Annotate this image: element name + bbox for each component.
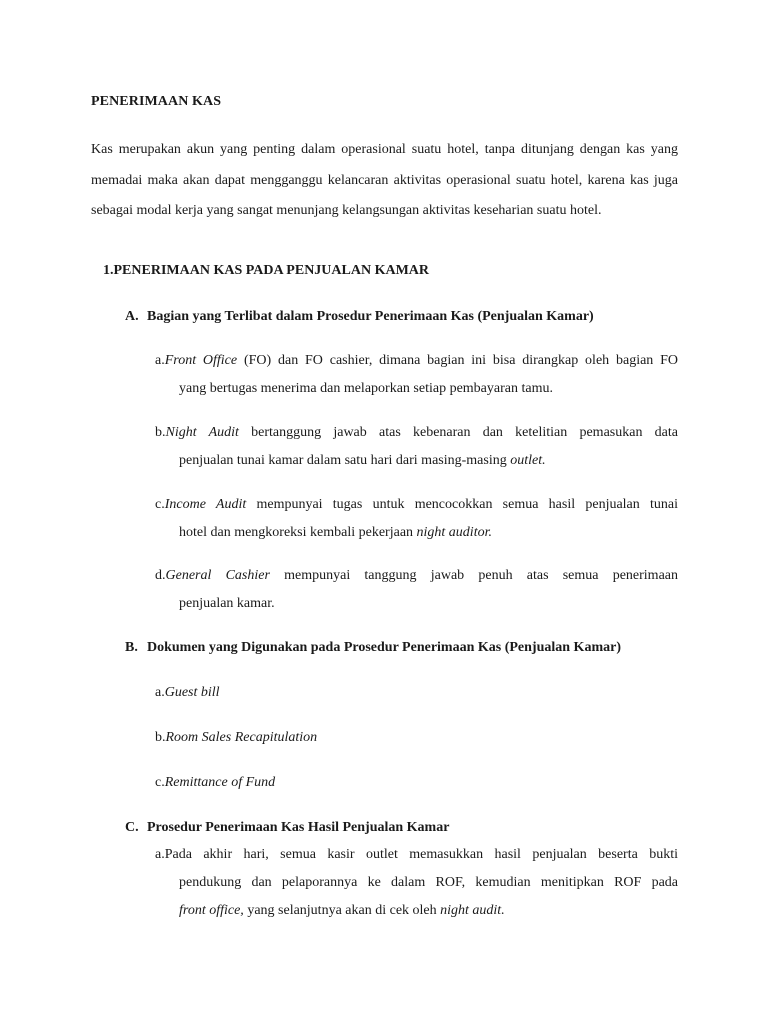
subsection-c-heading [125, 820, 449, 836]
list-item: c.Income Audit mempunyai tugas untuk mencocokkan semua hasil penjualan tunai hotel dan mengkoreksi kembali pekerjaan night auditor. [155, 497, 678, 540]
subsection-letter: A. [125, 309, 139, 324]
subsection-letter: B. [125, 640, 138, 655]
list-item: a.Pada akhir hari, semua kasir outlet memasukkan hasil penjualan beserta bukti pendukung dan pelaporannya ke dalam ROF, kemudian menitipkan ROF pada front office, yang selanjutnya akan di cek oleh night audit. [155, 847, 678, 918]
list-item: a.Guest bill [155, 685, 220, 700]
list-item: d.General Cashier mempunyai tanggung jawab penuh atas semua penerimaan penjualan kamar. [155, 568, 678, 611]
section-heading-1: 1.PENERIMAAN KAS PADA PENJUALAN KAMAR [103, 263, 430, 278]
subsection-title: Bagian yang Terlibat dalam Prosedur Penerimaan Kas (Penjualan Kamar) [147, 309, 594, 324]
intro-paragraph: Kas merupakan akun yang penting dalam operasional suatu hotel, tanpa ditunjang dengan kas yang memadai maka akan dapat mengganggu kelancaran aktivitas operasional suatu hotel, karena kas juga sebagai modal kerja yang sangat menunjang kelangsungan aktivitas keseharian suatu hotel. [91, 142, 678, 218]
subsection-title: Prosedur Penerimaan Kas Hasil Penjualan Kamar [147, 820, 450, 835]
subsection-title: Dokumen yang Digunakan pada Prosedur Penerimaan Kas (Penjualan Kamar) [147, 640, 621, 655]
subsection-a-heading [125, 309, 594, 325]
document-title: PENERIMAAN KAS [91, 94, 222, 109]
list-item: b.Room Sales Recapitulation [155, 730, 318, 745]
list-item: b.Night Audit bertanggung jawab atas kebenaran dan ketelitian pemasukan data penjualan tunai kamar dalam satu hari dari masing-masing outlet. [155, 425, 678, 468]
list-item: c.Remittance of Fund [155, 775, 276, 790]
list-item: a.Front Office (FO) dan FO cashier, dimana bagian ini bisa dirangkap oleh bagian FO yang bertugas menerima dan melaporkan setiap pembayaran tamu. [155, 353, 679, 396]
subsection-b-heading [125, 640, 621, 656]
subsection-letter: C. [125, 820, 139, 835]
